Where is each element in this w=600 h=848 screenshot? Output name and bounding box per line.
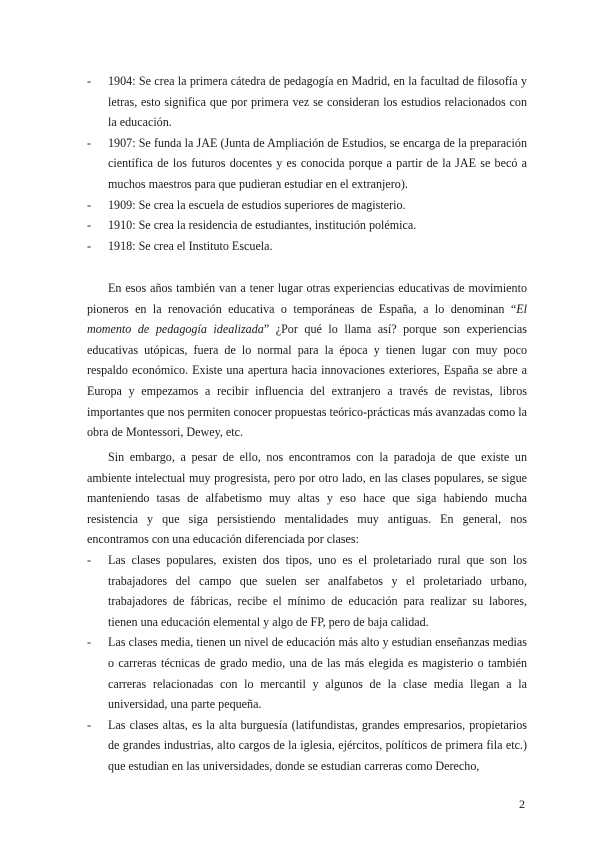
- list-item: [87, 195, 527, 216]
- list-dash: -: [87, 74, 92, 88]
- paragraph-pedagogy: [87, 278, 527, 443]
- list-dash: -: [87, 218, 92, 233]
- list-item-text: 1904: Se crea la primera cátedra de pedagogía en Madrid, en la facultad de filosofía y letras, esto significa que por primera vez se consideran los estudios relacionados con la educación.: [108, 74, 527, 130]
- list-item-text: 1918: Se crea el Instituto Escuela.: [108, 238, 273, 253]
- list-item: [87, 133, 527, 195]
- page-number: 2: [519, 797, 525, 811]
- list-item-text: 1910: Se crea la residencia de estudiantes, institución polémica.: [108, 218, 417, 233]
- list-item: [87, 715, 527, 777]
- list-dash: -: [87, 635, 92, 650]
- list-dash: -: [87, 238, 92, 253]
- paragraph-emphasis: El momento de pedagogía idealizada: [87, 301, 527, 337]
- paragraph-text-end: ” ¿Por qué lo llama así? porque son experiencias educativas utópicas, fuera de lo normal para la época y tienen lugar con muy poco respaldo económico. Existe una apertura hacia innovaciones exteriores, España se abre a Europa y empezamos a recibir influencia del extranjero a través de revistas, libros importantes que nos permiten conocer propuestas teórico-prácticas más avanzadas como la obra de Montessori, Dewey, etc.: [87, 322, 527, 440]
- list-item: [87, 632, 527, 714]
- list-dash: -: [87, 717, 92, 732]
- list-item-text: 1907: Se funda la JAE (Junta de Ampliación de Estudios, se encarga de la preparación científica de los futuros docentes y es conocida porque a partir de la JAE se becó a muchos maestros para que pudieran estudiar en el extranjero).: [108, 135, 527, 191]
- list-item-text: 1909: Se crea la escuela de estudios superiores de magisterio.: [108, 197, 406, 212]
- list-item-text: Las clases altas, es la alta burguesía (latifundistas, grandes empresarios, propietarios de grandes industrias, alto cargos de la iglesia, ejércitos, políticos de primera fila etc.) que estudian en las universidades, donde se estudian carreras como Derecho,: [108, 717, 527, 773]
- paragraph-classes: Sin embargo, a pesar de ello, nos encontramos con la paradoja de que existe un ambiente intelectual muy progresista, pero por otro lado, en las clases populares, se sigue manteniendo tasas de alfabetismo muy altas y eso hace que siga habiendo mucha resistencia y que siga persistiendo mentalidades muy antiguas. En general, nos encontramos con una educación diferenciada por clases:: [87, 450, 527, 547]
- list-dash: -: [87, 197, 92, 212]
- list-item: [87, 550, 527, 632]
- paragraph-text-start: En esos años también van a tener lugar otras experiencias educativas de movimiento pioneros en la renovación educativa o temporáneas de España, a lo denominan “: [87, 281, 527, 316]
- list-item: [87, 71, 527, 133]
- timeline-list: [87, 71, 527, 256]
- list-item: [87, 236, 527, 257]
- social-classes-list: [87, 550, 527, 777]
- list-item-text: Las clases media, tienen un nivel de educación más alto y estudian enseñanzas medias o carreras técnicas de grado medio, una de las más elegida es magisterio o también carreras relacionadas con lo mercantil y algunos de la clase media llegan a la universidad, una parte pequeña.: [108, 635, 527, 712]
- list-item-text: Las clases populares, existen dos tipos, uno es el proletariado rural que son los trabajadores del campo que suelen ser analfabetos y el proletariado urbano, trabajadores de fábricas, recibe el mínimo de educación para realizar su labores, tienen una educación elemental y algo de FP, pero de baja calidad.: [108, 553, 527, 629]
- list-dash: -: [87, 553, 92, 567]
- list-item: [87, 215, 527, 236]
- list-dash: -: [87, 135, 92, 150]
